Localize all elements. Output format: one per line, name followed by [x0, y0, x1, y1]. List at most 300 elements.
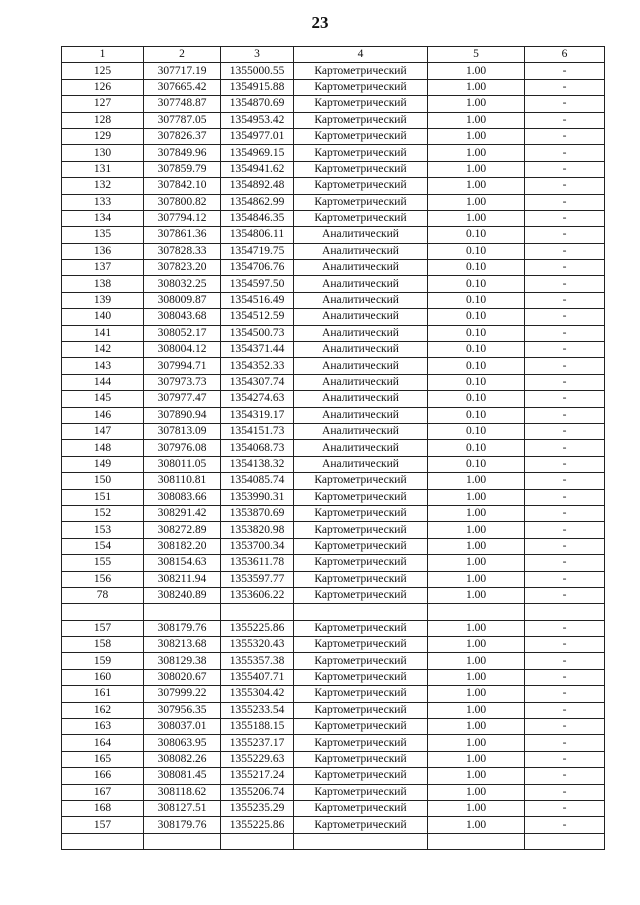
- point-number-cell: 131: [62, 161, 144, 177]
- table-row: [62, 571, 605, 587]
- table-row: [62, 391, 605, 407]
- y-coordinate-cell: 1354597.50: [221, 276, 294, 292]
- point-number-cell: 151: [62, 489, 144, 505]
- y-coordinate-cell: 1354953.42: [221, 112, 294, 128]
- y-coordinate-cell: 1355225.86: [221, 817, 294, 833]
- y-coordinate-cell: 1355206.74: [221, 784, 294, 800]
- y-coordinate-cell: 1353700.34: [221, 538, 294, 554]
- y-coordinate-cell: 1354969.15: [221, 145, 294, 161]
- table-row: [62, 342, 605, 358]
- y-coordinate-cell: 1355357.38: [221, 653, 294, 669]
- table-row: [62, 653, 605, 669]
- point-number-cell: 145: [62, 391, 144, 407]
- table-row: [62, 637, 605, 653]
- point-number-cell: 163: [62, 719, 144, 735]
- x-coordinate-cell: 308211.94: [144, 571, 221, 587]
- note-cell: -: [525, 227, 605, 243]
- note-cell: -: [525, 440, 605, 456]
- y-coordinate-cell: 1354806.11: [221, 227, 294, 243]
- method-cell: Аналитический: [294, 292, 428, 308]
- accuracy-cell: 0.10: [428, 423, 525, 439]
- method-cell: Картометрический: [294, 669, 428, 685]
- accuracy-cell: 1.00: [428, 522, 525, 538]
- accuracy-cell: 1.00: [428, 505, 525, 521]
- note-cell: -: [525, 702, 605, 718]
- method-cell: Картометрический: [294, 735, 428, 751]
- y-coordinate-cell: 1353606.22: [221, 587, 294, 603]
- accuracy-cell: 1.00: [428, 817, 525, 833]
- x-coordinate-cell: 308082.26: [144, 751, 221, 767]
- accuracy-cell: 1.00: [428, 620, 525, 636]
- accuracy-cell: 1.00: [428, 210, 525, 226]
- accuracy-cell: 1.00: [428, 669, 525, 685]
- point-number-cell: 129: [62, 128, 144, 144]
- table-row: [62, 522, 605, 538]
- x-coordinate-cell: 308291.42: [144, 505, 221, 521]
- header-cell: 3: [221, 47, 294, 63]
- table-row: [62, 292, 605, 308]
- accuracy-cell: 1.00: [428, 79, 525, 95]
- y-coordinate-cell: 1355229.63: [221, 751, 294, 767]
- method-cell: Картометрический: [294, 505, 428, 521]
- accuracy-cell: 1.00: [428, 587, 525, 603]
- table-row: [62, 161, 605, 177]
- point-number-cell: 158: [62, 637, 144, 653]
- point-number-cell: 157: [62, 620, 144, 636]
- accuracy-cell: 0.10: [428, 374, 525, 390]
- x-coordinate-cell: 307849.96: [144, 145, 221, 161]
- point-number-cell: 150: [62, 473, 144, 489]
- x-coordinate-cell: 307717.19: [144, 63, 221, 79]
- method-cell: [294, 833, 428, 849]
- note-cell: -: [525, 653, 605, 669]
- accuracy-cell: 1.00: [428, 784, 525, 800]
- point-number-cell: 147: [62, 423, 144, 439]
- table-row: [62, 735, 605, 751]
- y-coordinate-cell: 1355233.54: [221, 702, 294, 718]
- table-row: [62, 702, 605, 718]
- note-cell: [525, 833, 605, 849]
- y-coordinate-cell: 1355320.43: [221, 637, 294, 653]
- table-body: [62, 47, 605, 850]
- method-cell: Картометрический: [294, 571, 428, 587]
- note-cell: -: [525, 522, 605, 538]
- accuracy-cell: 1.00: [428, 112, 525, 128]
- table-row: [62, 112, 605, 128]
- accuracy-cell: 0.10: [428, 227, 525, 243]
- table-row: [62, 227, 605, 243]
- point-number-cell: 141: [62, 325, 144, 341]
- point-number-cell: 161: [62, 686, 144, 702]
- y-coordinate-cell: 1354516.49: [221, 292, 294, 308]
- y-coordinate-cell: 1355407.71: [221, 669, 294, 685]
- note-cell: -: [525, 112, 605, 128]
- note-cell: -: [525, 587, 605, 603]
- header-row: [62, 47, 605, 63]
- accuracy-cell: 1.00: [428, 489, 525, 505]
- point-number-cell: 133: [62, 194, 144, 210]
- point-number-cell: 156: [62, 571, 144, 587]
- x-coordinate-cell: 307976.08: [144, 440, 221, 456]
- method-cell: Картометрический: [294, 210, 428, 226]
- accuracy-cell: 1.00: [428, 735, 525, 751]
- accuracy-cell: 1.00: [428, 96, 525, 112]
- note-cell: -: [525, 374, 605, 390]
- method-cell: Картометрический: [294, 702, 428, 718]
- x-coordinate-cell: 307973.73: [144, 374, 221, 390]
- method-cell: Картометрический: [294, 79, 428, 95]
- y-coordinate-cell: 1355217.24: [221, 768, 294, 784]
- note-cell: -: [525, 571, 605, 587]
- method-cell: Аналитический: [294, 456, 428, 472]
- note-cell: -: [525, 96, 605, 112]
- y-coordinate-cell: 1354319.17: [221, 407, 294, 423]
- note-cell: -: [525, 423, 605, 439]
- accuracy-cell: 1.00: [428, 161, 525, 177]
- note-cell: -: [525, 128, 605, 144]
- table-row: [62, 407, 605, 423]
- table-row: [62, 686, 605, 702]
- accuracy-cell: 0.10: [428, 456, 525, 472]
- table-row: [62, 210, 605, 226]
- note-cell: -: [525, 145, 605, 161]
- method-cell: Аналитический: [294, 374, 428, 390]
- table-row: [62, 309, 605, 325]
- accuracy-cell: [428, 833, 525, 849]
- y-coordinate-cell: 1354307.74: [221, 374, 294, 390]
- y-coordinate-cell: [221, 604, 294, 620]
- note-cell: -: [525, 489, 605, 505]
- x-coordinate-cell: 307828.33: [144, 243, 221, 259]
- note-cell: -: [525, 538, 605, 554]
- method-cell: Аналитический: [294, 276, 428, 292]
- y-coordinate-cell: 1354941.62: [221, 161, 294, 177]
- y-coordinate-cell: 1354915.88: [221, 79, 294, 95]
- accuracy-cell: 1.00: [428, 719, 525, 735]
- note-cell: -: [525, 620, 605, 636]
- method-cell: Картометрический: [294, 128, 428, 144]
- table-row: [62, 604, 605, 620]
- method-cell: Картометрический: [294, 800, 428, 816]
- header-cell: 6: [525, 47, 605, 63]
- x-coordinate-cell: 308118.62: [144, 784, 221, 800]
- table-row: [62, 96, 605, 112]
- note-cell: -: [525, 735, 605, 751]
- x-coordinate-cell: 308179.76: [144, 817, 221, 833]
- method-cell: [294, 604, 428, 620]
- y-coordinate-cell: 1355235.29: [221, 800, 294, 816]
- method-cell: Картометрический: [294, 96, 428, 112]
- point-number-cell: 134: [62, 210, 144, 226]
- note-cell: -: [525, 194, 605, 210]
- table-row: [62, 276, 605, 292]
- x-coordinate-cell: 307842.10: [144, 178, 221, 194]
- method-cell: Картометрический: [294, 194, 428, 210]
- point-number-cell: 139: [62, 292, 144, 308]
- method-cell: Картометрический: [294, 112, 428, 128]
- y-coordinate-cell: 1355225.86: [221, 620, 294, 636]
- method-cell: Картометрический: [294, 637, 428, 653]
- x-coordinate-cell: 308043.68: [144, 309, 221, 325]
- point-number-cell: 144: [62, 374, 144, 390]
- note-cell: -: [525, 407, 605, 423]
- x-coordinate-cell: [144, 604, 221, 620]
- table-row: [62, 489, 605, 505]
- x-coordinate-cell: 307826.37: [144, 128, 221, 144]
- x-coordinate-cell: [144, 833, 221, 849]
- note-cell: -: [525, 669, 605, 685]
- accuracy-cell: 1.00: [428, 571, 525, 587]
- method-cell: Картометрический: [294, 587, 428, 603]
- point-number-cell: 143: [62, 358, 144, 374]
- x-coordinate-cell: 307748.87: [144, 96, 221, 112]
- note-cell: -: [525, 79, 605, 95]
- y-coordinate-cell: 1354085.74: [221, 473, 294, 489]
- point-number-cell: 78: [62, 587, 144, 603]
- note-cell: -: [525, 342, 605, 358]
- method-cell: Картометрический: [294, 817, 428, 833]
- note-cell: -: [525, 391, 605, 407]
- method-cell: Картометрический: [294, 161, 428, 177]
- y-coordinate-cell: 1354138.32: [221, 456, 294, 472]
- method-cell: Аналитический: [294, 407, 428, 423]
- y-coordinate-cell: 1354512.59: [221, 309, 294, 325]
- y-coordinate-cell: 1353820.98: [221, 522, 294, 538]
- accuracy-cell: 0.10: [428, 358, 525, 374]
- note-cell: -: [525, 637, 605, 653]
- y-coordinate-cell: 1353990.31: [221, 489, 294, 505]
- method-cell: Аналитический: [294, 227, 428, 243]
- y-coordinate-cell: 1354892.48: [221, 178, 294, 194]
- method-cell: Аналитический: [294, 358, 428, 374]
- y-coordinate-cell: 1353597.77: [221, 571, 294, 587]
- y-coordinate-cell: 1354706.76: [221, 260, 294, 276]
- note-cell: -: [525, 243, 605, 259]
- header-cell: 1: [62, 47, 144, 63]
- method-cell: Картометрический: [294, 473, 428, 489]
- point-number-cell: 159: [62, 653, 144, 669]
- method-cell: Картометрический: [294, 63, 428, 79]
- point-number-cell: 142: [62, 342, 144, 358]
- note-cell: -: [525, 817, 605, 833]
- y-coordinate-cell: 1354068.73: [221, 440, 294, 456]
- note-cell: -: [525, 210, 605, 226]
- table-row: [62, 128, 605, 144]
- accuracy-cell: 0.10: [428, 292, 525, 308]
- table-row: [62, 768, 605, 784]
- x-coordinate-cell: 308110.81: [144, 473, 221, 489]
- point-number-cell: 132: [62, 178, 144, 194]
- table-row: [62, 751, 605, 767]
- accuracy-cell: 1.00: [428, 473, 525, 489]
- table-row: [62, 325, 605, 341]
- table-row: [62, 178, 605, 194]
- y-coordinate-cell: 1354352.33: [221, 358, 294, 374]
- table-row: [62, 145, 605, 161]
- accuracy-cell: 0.10: [428, 260, 525, 276]
- table-row: [62, 456, 605, 472]
- point-number-cell: 167: [62, 784, 144, 800]
- accuracy-cell: 1.00: [428, 800, 525, 816]
- point-number-cell: 140: [62, 309, 144, 325]
- point-number-cell: 138: [62, 276, 144, 292]
- y-coordinate-cell: 1354371.44: [221, 342, 294, 358]
- table-row: [62, 194, 605, 210]
- point-number-cell: 168: [62, 800, 144, 816]
- y-coordinate-cell: 1354870.69: [221, 96, 294, 112]
- header-cell: 2: [144, 47, 221, 63]
- note-cell: -: [525, 178, 605, 194]
- y-coordinate-cell: 1354846.35: [221, 210, 294, 226]
- point-number-cell: 160: [62, 669, 144, 685]
- y-coordinate-cell: 1354977.01: [221, 128, 294, 144]
- method-cell: Картометрический: [294, 784, 428, 800]
- x-coordinate-cell: 308083.66: [144, 489, 221, 505]
- y-coordinate-cell: 1353870.69: [221, 505, 294, 521]
- point-number-cell: 166: [62, 768, 144, 784]
- note-cell: -: [525, 63, 605, 79]
- y-coordinate-cell: 1355304.42: [221, 686, 294, 702]
- table-row: [62, 719, 605, 735]
- note-cell: [525, 604, 605, 620]
- table-row: [62, 555, 605, 571]
- point-number-cell: 135: [62, 227, 144, 243]
- point-number-cell: 136: [62, 243, 144, 259]
- point-number-cell: 165: [62, 751, 144, 767]
- accuracy-cell: [428, 604, 525, 620]
- point-number-cell: 155: [62, 555, 144, 571]
- x-coordinate-cell: 308129.38: [144, 653, 221, 669]
- accuracy-cell: 1.00: [428, 194, 525, 210]
- page-number: 23: [311, 13, 329, 32]
- table-row: [62, 817, 605, 833]
- x-coordinate-cell: 307994.71: [144, 358, 221, 374]
- accuracy-cell: 1.00: [428, 538, 525, 554]
- table-row: [62, 473, 605, 489]
- x-coordinate-cell: 307890.94: [144, 407, 221, 423]
- header-cell: 4: [294, 47, 428, 63]
- table-row: [62, 260, 605, 276]
- point-number-cell: [62, 604, 144, 620]
- x-coordinate-cell: 308063.95: [144, 735, 221, 751]
- accuracy-cell: 0.10: [428, 391, 525, 407]
- method-cell: Аналитический: [294, 440, 428, 456]
- x-coordinate-cell: 308240.89: [144, 587, 221, 603]
- x-coordinate-cell: 307999.22: [144, 686, 221, 702]
- method-cell: Аналитический: [294, 260, 428, 276]
- table-row: [62, 784, 605, 800]
- accuracy-cell: 1.00: [428, 128, 525, 144]
- x-coordinate-cell: 307665.42: [144, 79, 221, 95]
- method-cell: Картометрический: [294, 538, 428, 554]
- note-cell: -: [525, 473, 605, 489]
- point-number-cell: 127: [62, 96, 144, 112]
- table-row: [62, 587, 605, 603]
- method-cell: Картометрический: [294, 178, 428, 194]
- accuracy-cell: 0.10: [428, 342, 525, 358]
- x-coordinate-cell: 307859.79: [144, 161, 221, 177]
- x-coordinate-cell: 307800.82: [144, 194, 221, 210]
- point-number-cell: 164: [62, 735, 144, 751]
- method-cell: Аналитический: [294, 325, 428, 341]
- accuracy-cell: 1.00: [428, 145, 525, 161]
- method-cell: Аналитический: [294, 342, 428, 358]
- y-coordinate-cell: [221, 833, 294, 849]
- accuracy-cell: 1.00: [428, 178, 525, 194]
- note-cell: -: [525, 784, 605, 800]
- note-cell: -: [525, 555, 605, 571]
- x-coordinate-cell: 308011.05: [144, 456, 221, 472]
- x-coordinate-cell: 308272.89: [144, 522, 221, 538]
- x-coordinate-cell: 308154.63: [144, 555, 221, 571]
- note-cell: -: [525, 325, 605, 341]
- point-number-cell: 162: [62, 702, 144, 718]
- point-number-cell: 149: [62, 456, 144, 472]
- point-number-cell: 148: [62, 440, 144, 456]
- accuracy-cell: 1.00: [428, 768, 525, 784]
- note-cell: -: [525, 456, 605, 472]
- x-coordinate-cell: 308037.01: [144, 719, 221, 735]
- note-cell: -: [525, 309, 605, 325]
- y-coordinate-cell: 1354719.75: [221, 243, 294, 259]
- x-coordinate-cell: 308127.51: [144, 800, 221, 816]
- note-cell: -: [525, 768, 605, 784]
- x-coordinate-cell: 308182.20: [144, 538, 221, 554]
- method-cell: Картометрический: [294, 145, 428, 161]
- accuracy-cell: 0.10: [428, 309, 525, 325]
- accuracy-cell: 0.10: [428, 440, 525, 456]
- point-number-cell: 126: [62, 79, 144, 95]
- note-cell: -: [525, 260, 605, 276]
- accuracy-cell: 1.00: [428, 637, 525, 653]
- note-cell: -: [525, 505, 605, 521]
- method-cell: Картометрический: [294, 522, 428, 538]
- accuracy-cell: 0.10: [428, 325, 525, 341]
- accuracy-cell: 0.10: [428, 243, 525, 259]
- table-row: [62, 538, 605, 554]
- point-number-cell: 157: [62, 817, 144, 833]
- method-cell: Картометрический: [294, 620, 428, 636]
- point-number-cell: 130: [62, 145, 144, 161]
- x-coordinate-cell: 307794.12: [144, 210, 221, 226]
- y-coordinate-cell: 1355188.15: [221, 719, 294, 735]
- note-cell: -: [525, 292, 605, 308]
- y-coordinate-cell: 1354274.63: [221, 391, 294, 407]
- table-row: [62, 669, 605, 685]
- table-row: [62, 505, 605, 521]
- x-coordinate-cell: 307823.20: [144, 260, 221, 276]
- point-number-cell: 154: [62, 538, 144, 554]
- accuracy-cell: 1.00: [428, 686, 525, 702]
- x-coordinate-cell: 307813.09: [144, 423, 221, 439]
- y-coordinate-cell: 1355237.17: [221, 735, 294, 751]
- table-row: [62, 620, 605, 636]
- method-cell: Аналитический: [294, 423, 428, 439]
- x-coordinate-cell: 308032.25: [144, 276, 221, 292]
- y-coordinate-cell: 1354500.73: [221, 325, 294, 341]
- method-cell: Аналитический: [294, 243, 428, 259]
- method-cell: Картометрический: [294, 489, 428, 505]
- table-row: [62, 423, 605, 439]
- method-cell: Картометрический: [294, 768, 428, 784]
- point-number-cell: 153: [62, 522, 144, 538]
- header-cell: 5: [428, 47, 525, 63]
- method-cell: Аналитический: [294, 309, 428, 325]
- point-number-cell: 152: [62, 505, 144, 521]
- table-row: [62, 243, 605, 259]
- point-number-cell: 125: [62, 63, 144, 79]
- point-number-cell: [62, 833, 144, 849]
